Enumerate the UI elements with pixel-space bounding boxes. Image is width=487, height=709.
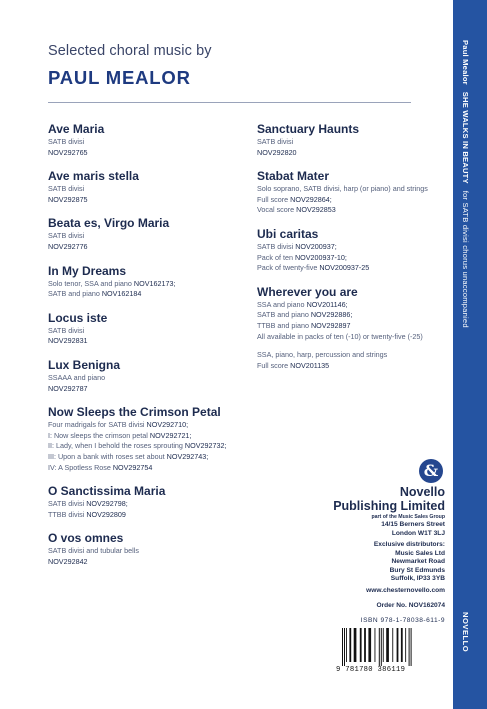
work-title: Ubi caritas (257, 226, 319, 241)
work-entry (257, 227, 447, 274)
spine-brand: NOVELLO (461, 612, 470, 653)
catalogue-number: NOV292820 (257, 147, 297, 157)
scoring-text: TTBB and piano (257, 320, 311, 330)
spine-bar (453, 0, 487, 709)
work-entry (48, 264, 258, 300)
catalogue-number: NOV292864; (290, 194, 332, 204)
distributor-line4: Suffolk, IP33 3YB (390, 575, 445, 582)
header-subtitle: Selected choral music by (48, 43, 212, 59)
catalogue-number: NOV162173; (133, 278, 176, 288)
scoring-text: SATB divisi (48, 231, 85, 241)
work-entry (48, 531, 258, 567)
catalogue-number: NOV201146; (306, 299, 348, 309)
address-line1: 14/15 Berners Street (381, 521, 445, 528)
work-entry (48, 311, 258, 347)
publisher-name (333, 486, 445, 513)
scoring-text: Full score (257, 194, 291, 204)
catalogue-number: NOV292853 (296, 205, 336, 215)
work-detail (48, 184, 258, 195)
work-entry (48, 358, 258, 394)
work-entry (48, 122, 258, 158)
work-detail (48, 231, 258, 242)
work-detail (48, 546, 258, 557)
distributor-line2: Newmarket Road (391, 558, 445, 565)
catalogue-number: NOV292798; (86, 499, 128, 509)
work-detail (48, 441, 258, 452)
work-entry (257, 285, 447, 372)
scoring-text: Pack of ten (257, 252, 295, 262)
catalogue-number: NOV200937-10; (294, 252, 347, 262)
work-entry (48, 405, 258, 473)
work-detail (257, 148, 447, 159)
scoring-text: Solo tenor, SSA and piano (48, 278, 134, 288)
work-detail (257, 205, 447, 216)
work-entry (257, 169, 447, 216)
scoring-text: Solo soprano, SATB divisi, harp (or piano) and strings (257, 184, 428, 194)
work-title: Beata es, Virgo Maria (48, 216, 170, 231)
work-detail (257, 253, 447, 264)
work-entry (48, 169, 258, 205)
catalogue-number: NOV292754 (112, 462, 153, 472)
scoring-text: SATB divisi (48, 137, 85, 146)
novello-logo-icon: & (419, 459, 443, 483)
scoring-text: Vocal score (257, 205, 297, 215)
barcode (340, 628, 445, 666)
work-detail (257, 195, 447, 206)
work-title: Ave maris stella (48, 169, 139, 184)
work-detail (48, 384, 258, 395)
scoring-text: SATB divisi and tubular bells (48, 546, 139, 556)
work-detail (257, 263, 447, 274)
work-title: Locus iste (48, 310, 108, 325)
work-detail (48, 499, 258, 510)
works-list-left (48, 122, 258, 578)
distributors-block (374, 541, 445, 584)
work-detail (48, 242, 258, 253)
work-title: Sanctuary Haunts (257, 122, 360, 136)
publisher-website: www.chesternovello.com (366, 587, 445, 594)
work-detail (257, 350, 447, 361)
work-title: Now Sleeps the Crimson Petal (48, 405, 221, 420)
scoring-text: SATB divisi (48, 499, 87, 509)
header-divider (48, 102, 411, 103)
spine-subtitle: for SATB divisi chorus unaccompanied (461, 190, 470, 328)
catalogue-number: NOV292886; (310, 310, 353, 320)
work-entry (48, 216, 258, 252)
work-detail (257, 137, 447, 148)
work-detail (48, 336, 258, 347)
scoring-text: SSAAA and piano (48, 372, 106, 382)
catalogue-number: NOV292897 (310, 320, 351, 330)
scoring-text: SATB and piano (48, 289, 102, 299)
work-detail (48, 420, 258, 431)
work-detail (257, 184, 447, 195)
scoring-text: SATB divisi (257, 241, 296, 251)
distributor-line1: Music Sales Ltd (395, 549, 445, 557)
scoring-text: All available in packs of ten (-10) or twenty-five (-25) (257, 331, 423, 341)
scoring-text: TTBB divisi (48, 509, 87, 519)
scoring-text: Full score (257, 360, 291, 370)
isbn: ISBN 978-1-78038-611-9 (360, 617, 445, 624)
work-title: Ave Maria (48, 122, 105, 136)
catalogue-number: NOV292787 (48, 383, 88, 393)
works-list-right (257, 122, 447, 382)
catalogue-number: NOV292776 (48, 241, 88, 251)
work-detail (257, 242, 447, 253)
catalogue-number: NOV162184 (101, 289, 142, 299)
catalogue-number: NOV292743; (166, 451, 209, 461)
work-detail (257, 332, 447, 343)
work-detail (48, 326, 258, 337)
work-detail (48, 373, 258, 384)
work-title: Lux Benigna (48, 357, 121, 372)
scoring-text: SATB divisi (257, 137, 294, 146)
scoring-text: SATB and piano (257, 310, 311, 320)
work-detail (48, 463, 258, 474)
work-detail (257, 361, 447, 372)
scoring-text: I: Now sleeps the crimson petal (48, 430, 150, 440)
catalogue-number: NOV292721; (149, 430, 192, 440)
work-detail (48, 452, 258, 463)
catalogue-number: NOV292875 (48, 194, 88, 204)
work-title: In My Dreams (48, 263, 127, 278)
work-detail (48, 137, 258, 148)
catalogue-number: NOV200937-25 (319, 263, 370, 273)
spine-title (461, 40, 470, 328)
work-detail (48, 279, 258, 290)
scoring-text: IV: A Spotless Rose (48, 462, 113, 472)
work-title: O Sanctissima Maria (48, 484, 166, 499)
scoring-text: Four madrigals for SATB divisi (48, 420, 147, 430)
catalogue-number: NOV292710; (146, 420, 189, 430)
publisher-name-line2: Publishing Limited (333, 498, 445, 513)
scoring-text: SSA, piano, harp, percussion and strings (257, 350, 388, 360)
work-title: O vos omnes (48, 531, 124, 546)
work-detail (48, 557, 258, 568)
scoring-text: Pack of twenty-five (257, 263, 320, 273)
work-title: Stabat Mater (257, 169, 330, 184)
spine-composer: Paul Mealor (461, 40, 470, 85)
scoring-text: SSA and piano (257, 299, 307, 309)
composer-name: PAUL MEALOR (48, 67, 191, 88)
publisher-group: part of the Music Sales Group (371, 514, 445, 520)
work-detail (48, 148, 258, 159)
barcode-digits: 9 781780 386119 (336, 666, 406, 674)
catalogue-number: NOV292831 (48, 336, 88, 346)
catalogue-number: NOV292765 (48, 147, 88, 157)
work-detail (48, 431, 258, 442)
catalogue-number: NOV201135 (290, 360, 330, 370)
scoring-text: SATB divisi (48, 325, 85, 335)
work-detail (48, 510, 258, 521)
catalogue-number: NOV200937; (295, 241, 337, 251)
work-detail (48, 195, 258, 206)
scoring-text: SATB divisi (48, 184, 85, 194)
work-entry (48, 484, 258, 520)
catalogue-number: NOV292842 (48, 556, 88, 566)
spacer (257, 342, 447, 350)
catalogue-number: NOV292809 (86, 509, 126, 519)
scoring-text: II: Lady, when I behold the roses sprouting (48, 441, 185, 451)
work-detail (257, 300, 447, 311)
publisher-address (381, 521, 445, 538)
work-detail (257, 310, 447, 321)
order-number: Order No. NOV162074 (376, 602, 445, 609)
distributors-label: Exclusive distributors: (373, 541, 445, 548)
address-line2: London W1T 3LJ (391, 529, 445, 537)
catalogue-number: NOV292732; (184, 441, 227, 451)
publisher-name-line1: Novello (399, 485, 445, 499)
work-entry (257, 122, 447, 158)
spine-work-title: SHE WALKS IN BEAUTY (461, 91, 470, 184)
work-title: Wherever you are (257, 284, 358, 299)
work-detail (48, 289, 258, 300)
distributor-line3: Bury St Edmunds (389, 566, 445, 574)
scoring-text: III: Upon a bank with roses set about (48, 451, 167, 461)
work-detail (257, 321, 447, 332)
